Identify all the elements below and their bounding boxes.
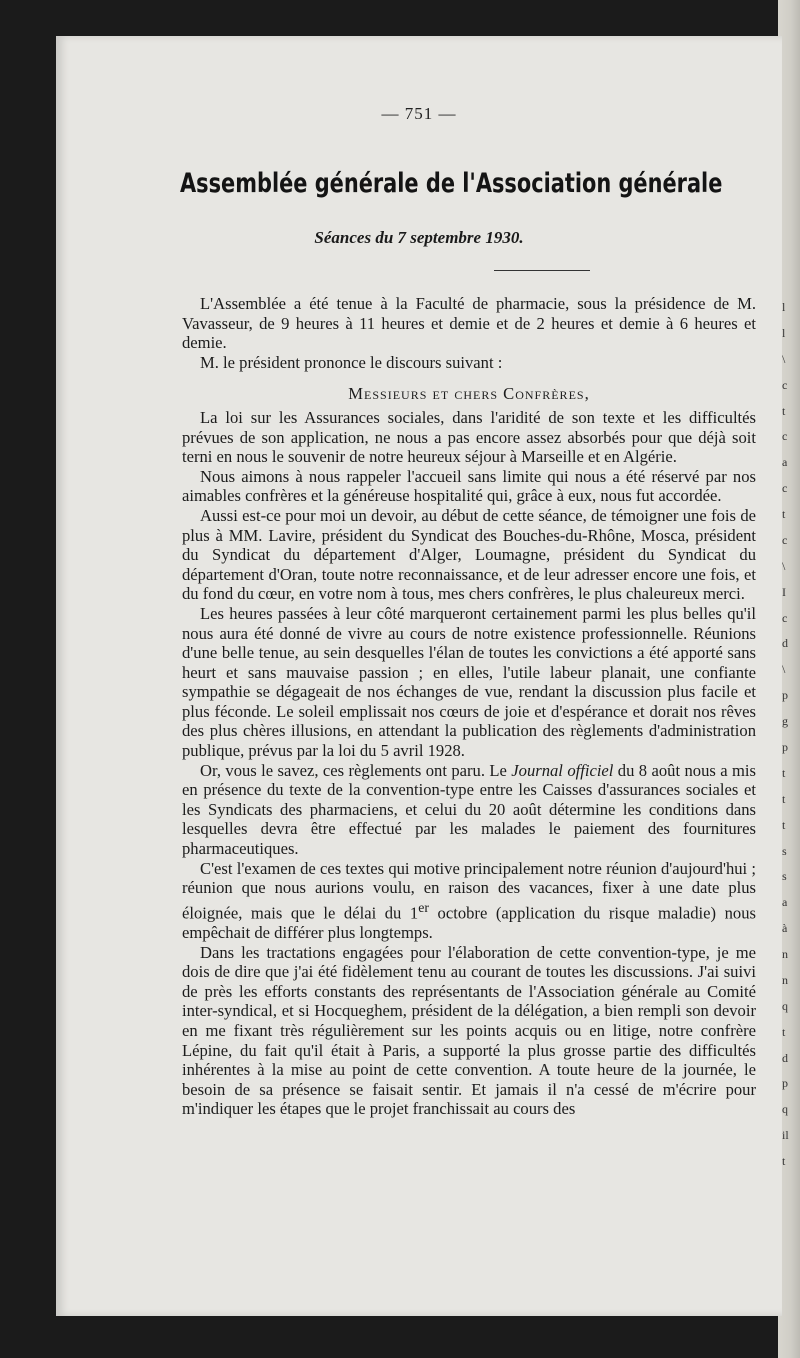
margin-letter: \	[782, 351, 786, 366]
margin-letter: c	[782, 481, 788, 496]
margin-letter: t	[782, 403, 786, 418]
paragraph: Aussi est-ce pour moi un devoir, au début de cette séance, de témoigner une fois de plus à MM. Lavire, président du Syndicat des Bouches-du-Rhône, Mosca, président du Syndicat du département d'Alger, Loumagne, président du Syndicat du département d'Oran, toute notre reconnaissance, et de leur adresser encore une fois, et du fond du cœur, en votre nom à tous, mes chers confrères, le plus chaleureux merci.	[182, 505, 756, 604]
margin-letter: p	[782, 1076, 788, 1091]
margin-letter: c	[782, 429, 788, 444]
margin-letter: I	[782, 584, 786, 599]
paragraph-text: octobre (application du risque maladie) nous empêchait de différer plus longtemps.	[182, 903, 756, 942]
margin-letter: à	[782, 921, 788, 936]
paragraph-text: du 8 août nous a mis en présence du texte de la convention-type entre les Caisses d'assurances sociales et les Syndicats des pharmaciens, et celui du 20 août détermine les conditions dans lesquelles devra être effectué par les malades le paiement des fournitures pharmaceutiques.	[182, 760, 756, 859]
margin-letter: t	[782, 765, 786, 780]
margin-letter: t	[782, 791, 786, 806]
page-title: Assemblée générale de l'Association générale	[180, 168, 723, 199]
margin-letter: d	[782, 1050, 788, 1065]
intro-paragraph: L'Assemblée a été tenue à la Faculté de pharmacie, sous la présidence de M. Vavasseur, de 9 heures à 11 heures et demie et de 2 heures et demie à 6 heures et demie.	[182, 294, 756, 353]
margin-letter: l	[782, 325, 786, 340]
margin-letter: n	[782, 947, 788, 962]
margin-letter: t	[782, 817, 786, 832]
paragraph: Nous aimons à nous rappeler l'accueil sans limite qui nous a été réservé par nos aimables confrères et la généreuse hospitalité qui, grâce à eux, nous fut accordée.	[182, 466, 756, 506]
margin-letter: t	[782, 507, 786, 522]
paragraph: La loi sur les Assurances sociales, dans l'aridité de son texte et les difficultés prévues de son application, ne nous a pas encore assez absorbés pour que déjà soit terni en nous le souvenir de notre heureux séjour à Marseille et en Algérie.	[182, 407, 756, 467]
body-text	[182, 294, 756, 1119]
margin-letter: c	[782, 610, 788, 625]
margin-letter: n	[782, 972, 788, 987]
margin-letter: il	[782, 1128, 789, 1143]
margin-letter: q	[782, 998, 788, 1013]
paragraph	[182, 859, 756, 943]
margin-letter: a	[782, 895, 788, 910]
margin-letter: t	[782, 1154, 786, 1169]
paragraph: Les heures passées à leur côté marqueront certainement parmi les plus belles qu'il nous aura été donné de vivre au cours de notre existence professionnelle. Réunions d'une belle tenue, au sein desquelles l'élan de toutes les convictions a été apporté sans heurt et sans mauvaise passion ; en elles, l'utile labeur planait, une confiante sympathie se dégageait de nos échanges de vue, rendant la discussion plus facile et plus féconde. Le soleil emplissait nos cœurs de joie et d'espérance et dorait nos rêves des plus chères illusions, en attendant la publication des règlements d'administration publique, prévus par la loi du 5 avril 1928.	[182, 603, 756, 761]
paragraph: Dans les tractations engagées pour l'élaboration de cette convention-type, je me dois de dire que j'ai été fidèlement tenu au courant de toutes les discussions. J'ai suivi de près les efforts constants des représentants de l'Association générale au Comité inter-syndical, et si Hocqueghem, président de la délégation, a bien rempli son devoir en me fixant très régulièrement sur les points acquis ou en litige, notre confrère Lépine, du fait qu'il était à Paris, a supporté la plus grosse partie des difficultés inhérentes à la mise au point de cette convention. A toute heure de la journée, le besoin de sa présence se faisait sentir. Et jamais il n'a cessé de m'écrire pour m'indiquer les étapes que le projet franchissait au cours des	[182, 942, 756, 1119]
margin-letter: d	[782, 636, 788, 651]
margin-letter: g	[782, 714, 788, 729]
page-number: — 751 —	[381, 104, 457, 123]
margin-letter: \	[782, 662, 786, 677]
margin-letter: s	[782, 843, 787, 858]
journal-title: Journal officiel	[511, 760, 614, 780]
margin-letter: l	[782, 300, 786, 314]
title-divider	[494, 270, 590, 271]
margin-letter: s	[782, 869, 787, 884]
margin-letter: c	[782, 377, 788, 392]
page-subtitle: Séances du 7 septembre 1930.	[314, 228, 524, 247]
salutation: Messieurs et chers Confrères,	[348, 384, 590, 404]
paragraph-text: C'est l'examen de ces textes qui motive principalement notre réunion d'aujourd'hui ; réunion que nous aurions voulu, en raison des vacances, fixer à une date plus éloignée, mais que le délai du 1	[182, 858, 756, 923]
margin-letter: t	[782, 1024, 786, 1039]
margin-letter: \	[782, 558, 786, 573]
margin-letter: q	[782, 1102, 788, 1117]
paragraph	[182, 761, 756, 859]
margin-letter: p	[782, 740, 788, 754]
document-page	[56, 36, 782, 1316]
ordinal-suffix: er	[418, 899, 429, 915]
margin-letter: p	[782, 688, 788, 703]
paragraph-text: Or, vous le savez, ces règlements ont paru. Le	[200, 760, 512, 780]
margin-letter: c	[782, 532, 788, 547]
intro-paragraph: M. le président prononce le discours suivant :	[200, 352, 503, 372]
margin-letter: a	[782, 455, 788, 470]
